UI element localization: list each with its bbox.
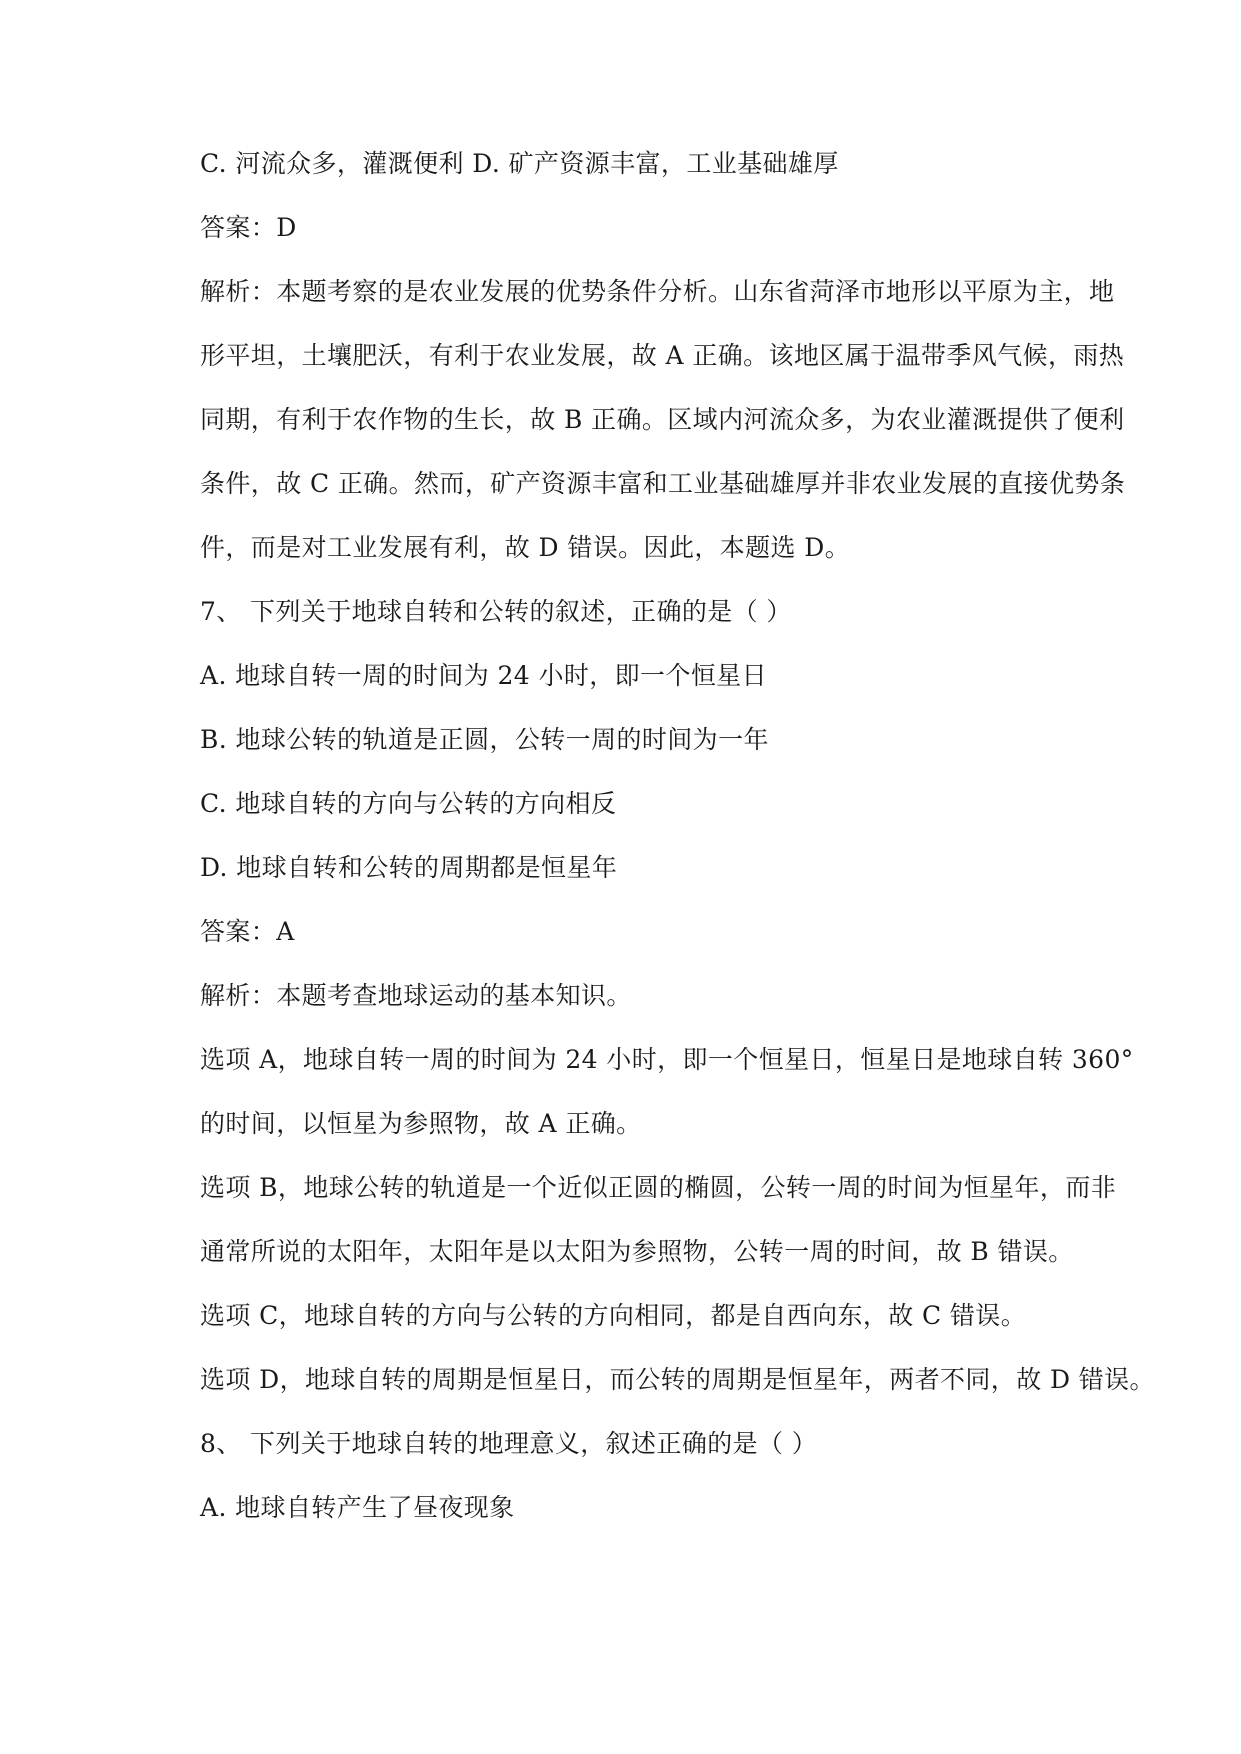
answer-line: 答案：D <box>200 213 297 242</box>
question-7-option-d: D. 地球自转和公转的周期都是恒星年 <box>200 853 618 882</box>
analysis-line: 件，而是对工业发展有利，故 D 错误。因此，本题选 D。 <box>200 533 851 562</box>
analysis-option-a-cont: 的时间，以恒星为参照物，故 A 正确。 <box>200 1109 642 1138</box>
analysis-option-c: 选项 C，地球自转的方向与公转的方向相同，都是自西向东，故 C 错误。 <box>200 1301 1027 1330</box>
analysis-line: 形平坦，土壤肥沃，有利于农业发展，故 A 正确。该地区属于温带季风气候，雨热 <box>200 341 1125 370</box>
analysis-option-a: 选项 A，地球自转一周的时间为 24 小时，即一个恒星日，恒星日是地球自转 360° <box>200 1045 1134 1074</box>
analysis-line: 条件，故 C 正确。然而，矿产资源丰富和工业基础雄厚并非农业发展的直接优势条 <box>200 469 1126 498</box>
option-c-d-line: C. 河流众多，灌溉便利 D. 矿产资源丰富，工业基础雄厚 <box>200 149 839 178</box>
answer-line: 答案：A <box>200 917 295 946</box>
question-7-option-b: B. 地球公转的轨道是正圆，公转一周的时间为一年 <box>200 725 769 754</box>
document-page <box>200 148 1155 1556</box>
analysis-line: 解析：本题考查地球运动的基本知识。 <box>200 981 632 1010</box>
analysis-line: 同期，有利于农作物的生长，故 B 正确。区域内河流众多，为农业灌溉提供了便利 <box>200 405 1125 434</box>
question-7-option-c: C. 地球自转的方向与公转的方向相反 <box>200 789 617 818</box>
question-8-option-a: A. 地球自转产生了昼夜现象 <box>200 1493 515 1522</box>
question-8: 8、 下列关于地球自转的地理意义，叙述正确的是（ ） <box>200 1429 818 1458</box>
question-7-option-a: A. 地球自转一周的时间为 24 小时，即一个恒星日 <box>200 661 768 690</box>
analysis-option-d: 选项 D，地球自转的周期是恒星日，而公转的周期是恒星年，两者不同，故 D 错误。 <box>200 1365 1155 1394</box>
analysis-option-b: 选项 B，地球公转的轨道是一个近似正圆的椭圆，公转一周的时间为恒星年，而非 <box>200 1173 1117 1202</box>
analysis-option-b-cont: 通常所说的太阳年，太阳年是以太阳为参照物，公转一周的时间，故 B 错误。 <box>200 1237 1074 1266</box>
analysis-line: 解析：本题考察的是农业发展的优势条件分析。山东省菏泽市地形以平原为主，地 <box>200 277 1115 306</box>
question-7: 7、 下列关于地球自转和公转的叙述，正确的是（ ） <box>200 597 792 626</box>
